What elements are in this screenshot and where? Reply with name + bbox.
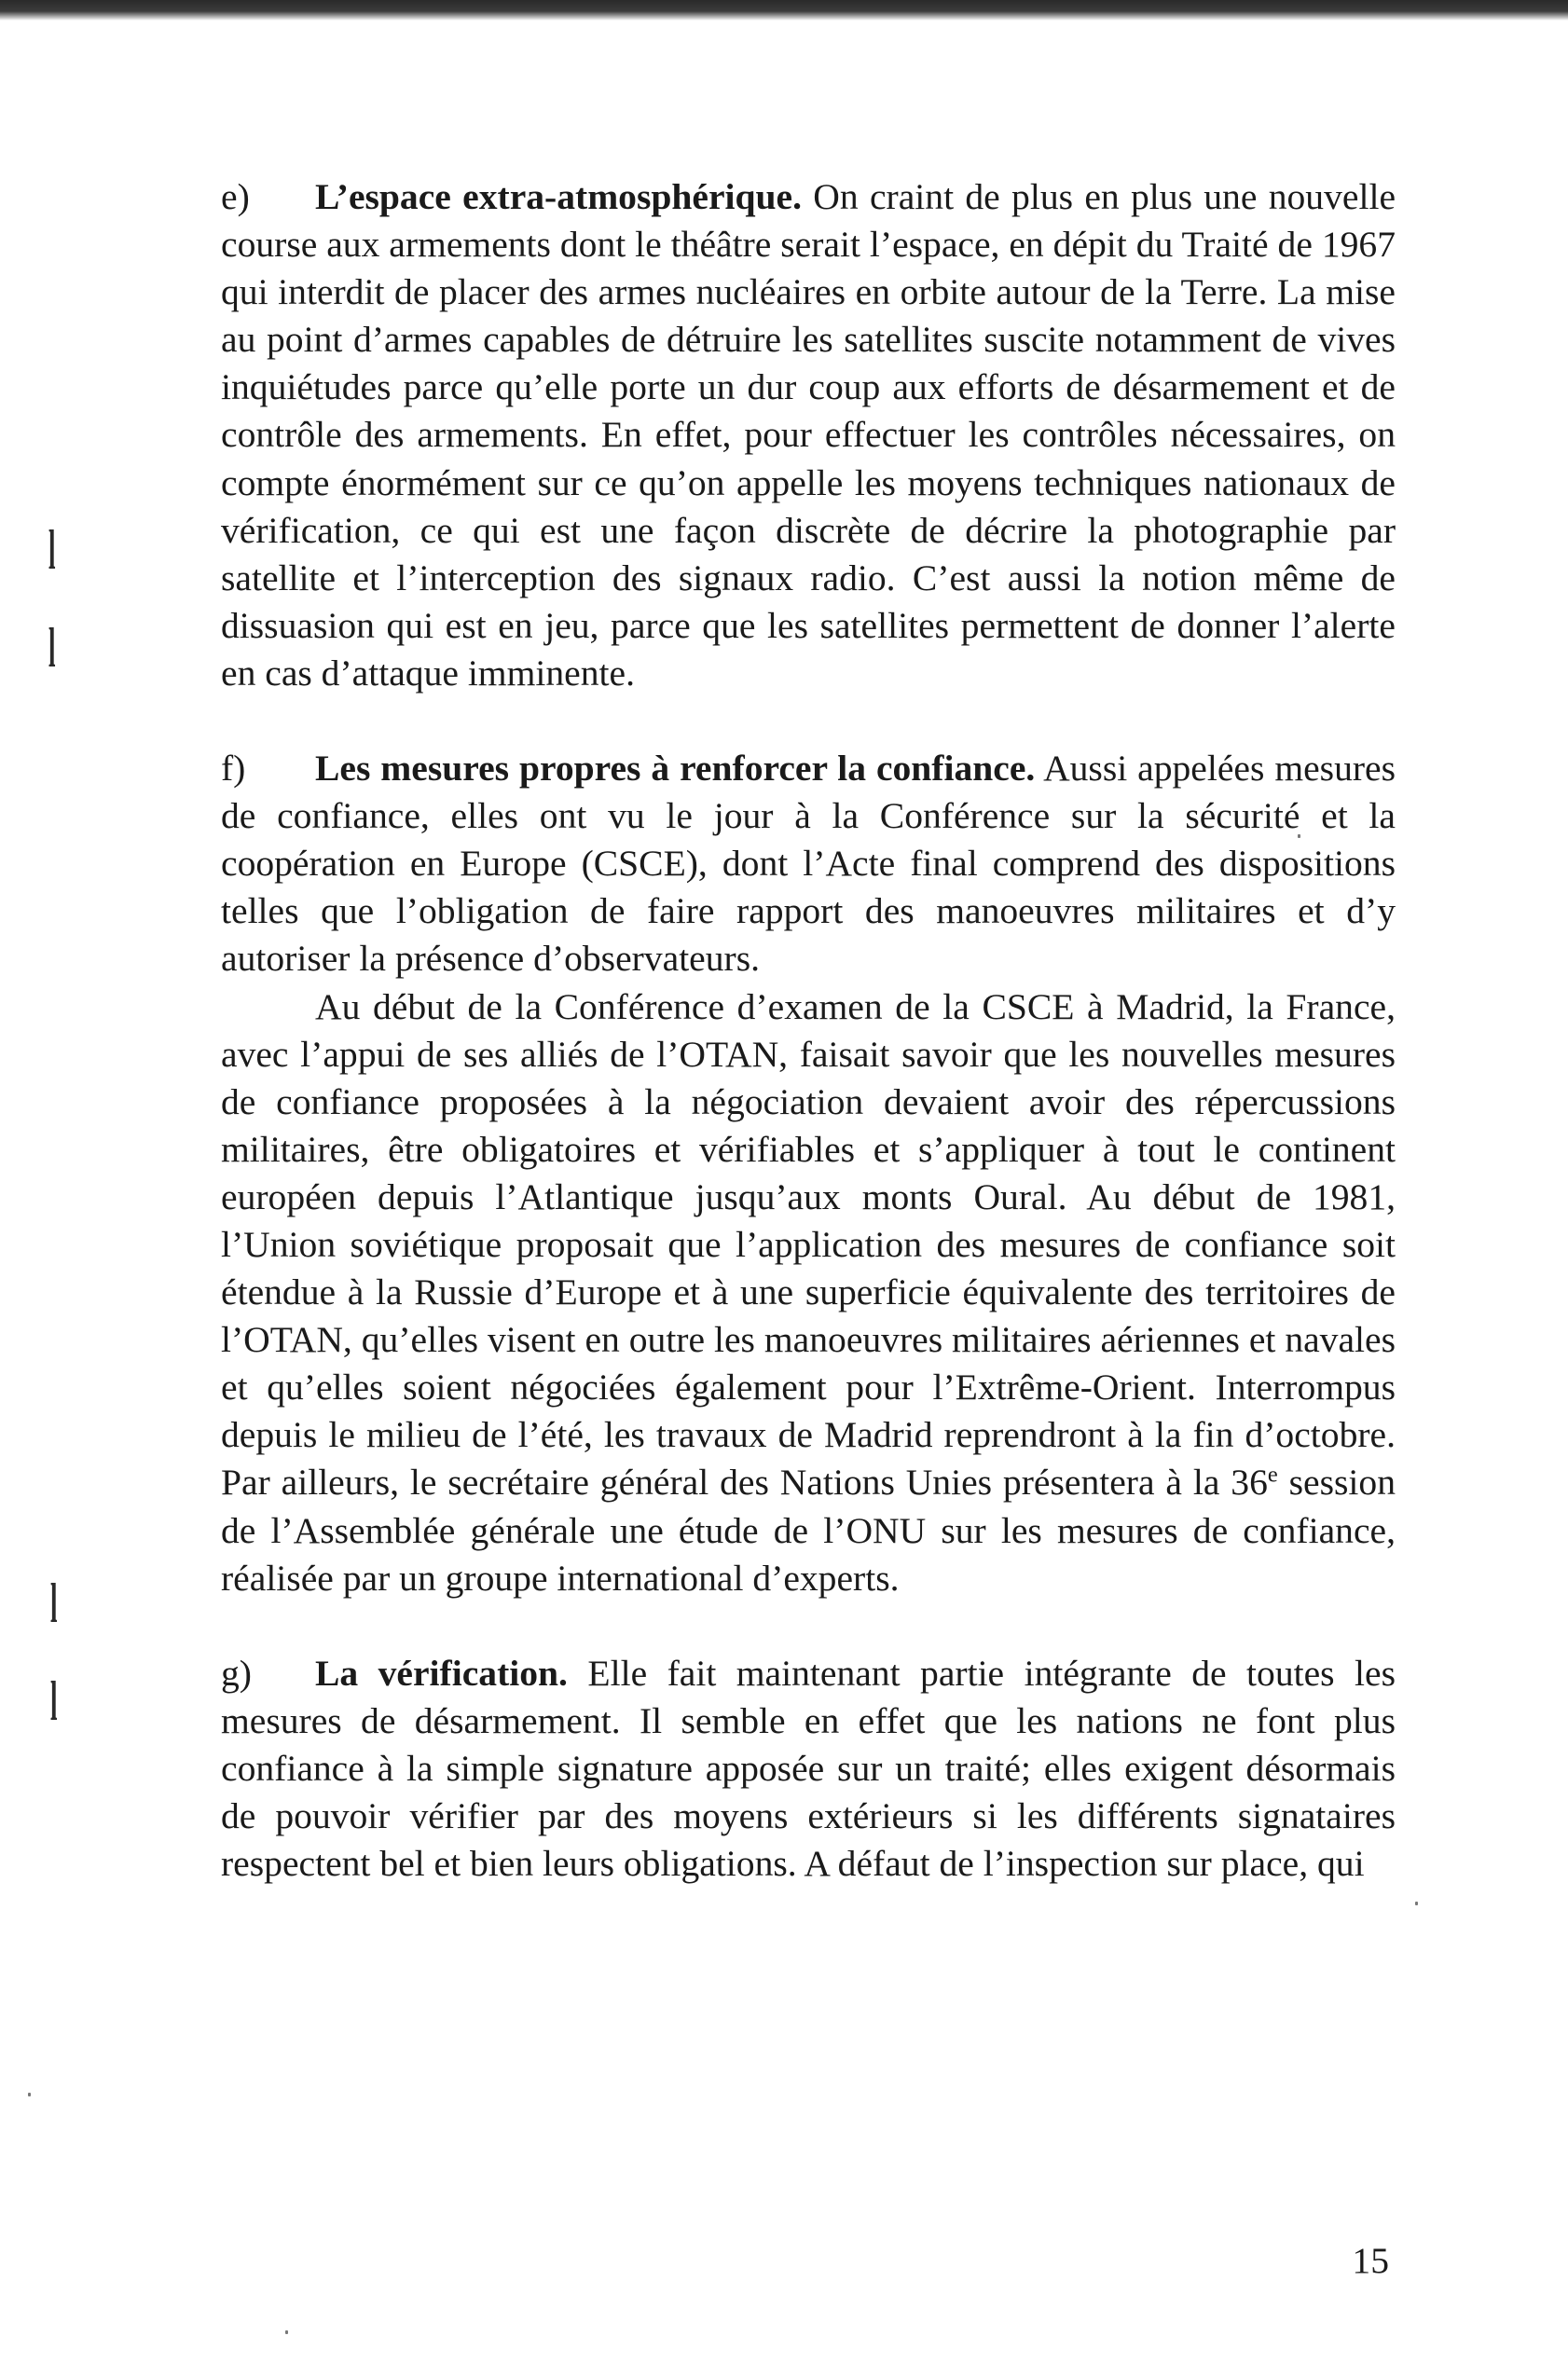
margin-mark: l — [50, 1670, 58, 1732]
section-f-marker: f) — [221, 748, 246, 790]
ordinal-superscript: e — [1267, 1462, 1278, 1488]
section-e-heading: L’espace extra-atmosphérique. — [315, 176, 802, 217]
section-e-text: On craint de plus en plus une nouvelle course aux armements dont le théâtre serait l’espace, en dépit du Traité de 1967 qui interdit de placer des armes nucléaires en orbite autour de la Terre. La mise au point d’armes capables de détruire les satellites suscite notamment de vives inquiétudes parce qu’elle porte un dur coup aux efforts de désarmement et de contrôle des armements. En effet, pour effectuer les contrôles nécessaires, on compte énormément sur ce qu’on appelle les moyens techniques nationaux de vérification, ce qui est une façon discrète de décrire la photographie par satellite et l’interception des signaux radio. C’est aussi la notion même de dissuasion qui est en jeu, parce que les satellites permettent de donner l’alerte en cas d’attaque imminente. — [221, 176, 1396, 694]
scan-edge — [0, 0, 1568, 21]
section-e-marker: e) — [221, 176, 250, 217]
section-g-paragraph — [221, 1650, 1396, 1888]
section-f-continuation-paragraph — [221, 983, 1396, 1602]
section-e-paragraph — [221, 173, 1396, 697]
page-text — [221, 173, 1396, 1888]
section-f-text: Aussi appelées mesures de confiance, elles ont vu le jour à la Conférence sur la sécurité et la coopération en Europe (CSCE), dont l’Acte final comprend des dispositions telles que l’obligation de faire rapport des manoeuvres militaires et d’y autoriser la présence d’observateurs. — [221, 748, 1396, 980]
section-g-marker: g) — [221, 1652, 252, 1694]
section-f-paragraph — [221, 745, 1396, 982]
section-f-heading: Les mesures propres à renforcer la confiance. — [315, 748, 1036, 790]
scan-speck — [285, 2330, 288, 2334]
section-g-text: Elle fait maintenant partie intégrante de toutes les mesures de désarmement. Il semble en effet que les nations ne font plus confiance à la simple signature apposée sur un traité; elles exigent désormais de pouvoir vérifier par des moyens extérieurs si les différents signataires respectent bel et bien leurs obligations. A défaut de l’inspection sur place, qui — [221, 1652, 1396, 1885]
section-f-continuation-text: Au début de la Conférence d’examen de la CSCE à Madrid, la France, avec l’appui de ses alliés de l’OTAN, faisait savoir que les nouvelles mesures de confiance proposées à la négociation devaient avoir des répercussions militaires, être obligatoires et vérifiables et s’appliquer à tout le continent européen depuis l’Atlantique jusqu’aux monts Oural. Au début de 1981, l’Union soviétique proposait que l’application des mesures de confiance soit étendue à la Russie d’Europe et à une superficie équivalente des territoires de l’OTAN, qu’elles visent en outre les manoeuvres militaires aériennes et navales et qu’elles soient négociées également pour l’Extrême-Orient. Interrompus depuis le milieu de l’été, les travaux de Madrid reprendront à la fin d’octobre. Par ailleurs, le secrétaire général des Nations Unies présentera à la 36 — [221, 985, 1396, 1504]
margin-mark: l — [50, 1573, 58, 1634]
scan-speck — [28, 2093, 31, 2096]
margin-mark: l — [48, 519, 56, 581]
section-f-continuation-text-end: session de l’Assemblée générale une étude de l’ONU sur les mesures de confiance, réalisée par un groupe international d’experts. — [221, 1462, 1396, 1599]
scan-speck — [1415, 1902, 1418, 1905]
section-g-heading: La vérification. — [315, 1652, 568, 1694]
margin-mark: l — [48, 617, 56, 679]
page-number: 15 — [1352, 2240, 1389, 2281]
